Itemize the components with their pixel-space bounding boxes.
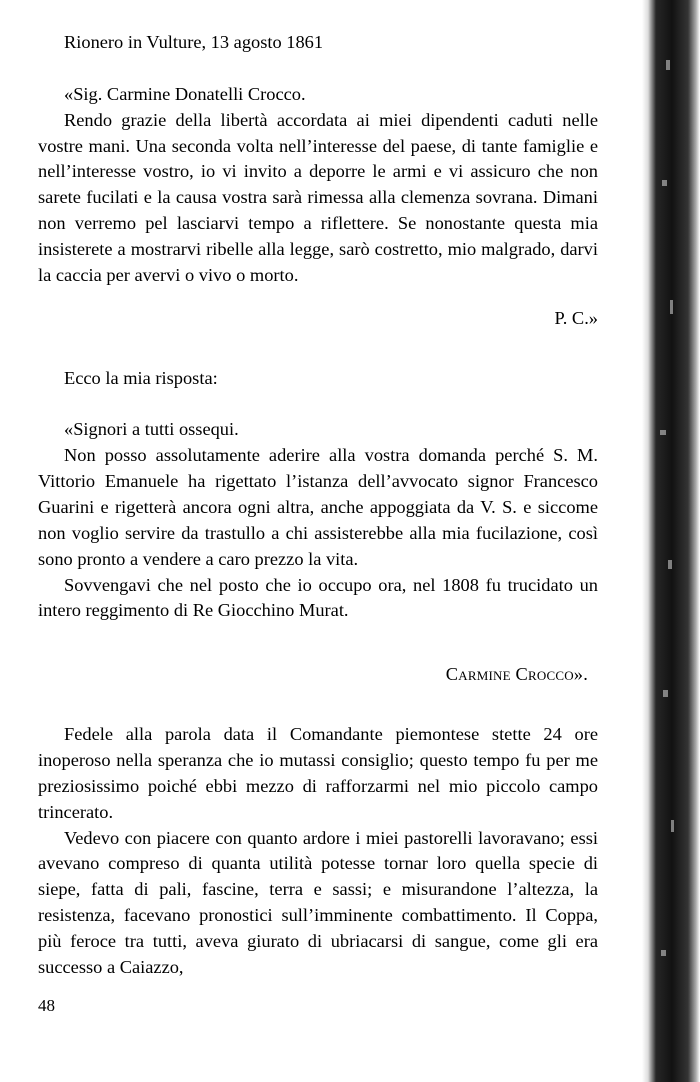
- paragraph-narrative-1: Fedele alla parola data il Comandante piemontese stette 24 ore inoperoso nella speranza che io mutassi consiglio; questo tempo fu per me preziosissimo poiché ebbi mezzo di rafforzarmi nel mio piccolo campo trincerato.: [38, 724, 598, 822]
- paragraph-letter2-signature: Carmine Crocco».: [445, 664, 588, 685]
- scan-edge-shadow: [632, 0, 700, 1082]
- paragraph-letter2-body-2: Sovvengavi che nel posto che io occupo ora, nel 1808 fu trucidato un intero reggimento di Re Giocchino Murat.: [38, 574, 598, 621]
- paragraph-letter2-body-1: Non posso assolutamente aderire alla vostra domanda perché S. M. Vittorio Emanuele ha rigettato l’istanza dell’avvocato signor Francesco Guarini e rigetterà ancora ogni altra, anche appoggiata da V. S. e siccome non voglio servire da trastullo a chi assisterebbe alla mia fucilazione, così sono pronto a vendere a caro prezzo la vita.: [38, 445, 599, 569]
- paragraph-reply-intro: Ecco la mia risposta:: [64, 367, 218, 388]
- spacer: [38, 391, 598, 417]
- text-column: [38, 30, 598, 981]
- spacer: [38, 688, 598, 722]
- spacer: [38, 624, 598, 662]
- spacer: [38, 56, 598, 82]
- paragraph-narrative-2: Vedevo con piacere con quanto ardore i miei pastorelli lavoravano; essi avevano compreso di quanta utilità potesse tornar loro quella specie di siepe, fatta di pali, fascine, terra e sassi; e misurandone l’altezza, la resistenza, facevano pronostici sull’imminente combattimento. Il Coppa, più feroce tra tutti, aveva giurato di ubriacarsi di sangue, come gli era successo a Caiazzo,: [38, 827, 598, 977]
- paragraph-dateline: Rionero in Vulture, 13 agosto 1861: [64, 32, 324, 52]
- spacer: [38, 289, 598, 306]
- paragraph-letter1-signature: P. C.»: [554, 307, 598, 328]
- paragraph-letter2-open: «Signori a tutti ossequi.: [64, 419, 239, 440]
- paragraph-letter1-body: Rendo grazie della libertà accordata ai miei dipendenti caduti nelle vostre mani. Una seconda volta nell’interesse del paese, di tante famiglie e nell’interesse vostro, io vi invito a deporre le armi e vi assicuro che non sarete fucilati e la causa vostra sarà rimessa alla clemenza sovrana. Dimani non verremo pel lasciarvi tempo a riflettere. Se nonostante questa mia insisterete a mostrarvi ribelle alla legge, sarò costretto, mio malgrado, darvi la caccia per avervi o vivo o morto.: [38, 109, 598, 285]
- page-number: 48: [38, 996, 55, 1015]
- paragraph-letter1-open: «Sig. Carmine Donatelli Crocco.: [64, 83, 306, 104]
- spacer: [38, 332, 598, 366]
